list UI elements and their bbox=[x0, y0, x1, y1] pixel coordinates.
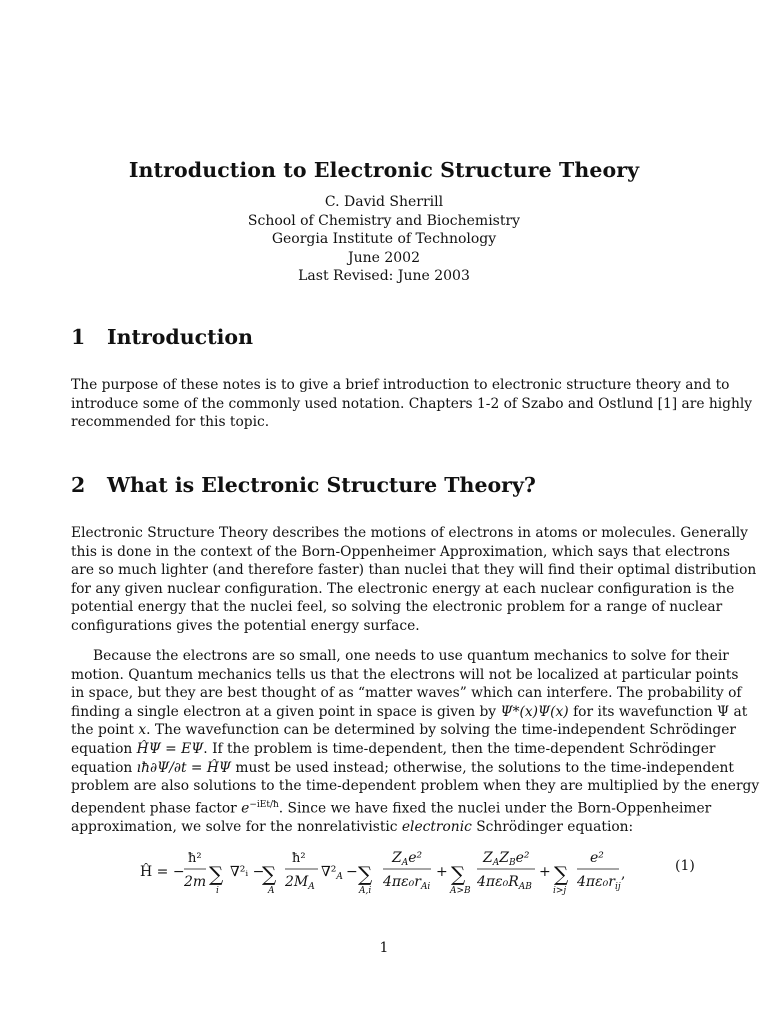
page-number: 1 bbox=[379, 940, 389, 956]
author: C. David Sherrill bbox=[324, 194, 444, 210]
hamiltonian-equation bbox=[140, 848, 700, 896]
eq-sub: i bbox=[216, 886, 219, 896]
eq-minus: − bbox=[346, 864, 358, 880]
text-line: this is done in the context of the Born-Oppenheimer Approximation, which says that electrons bbox=[71, 543, 730, 560]
text-run: finding a single electron at a given point in space is given by bbox=[71, 703, 501, 720]
eq-hbar2: ħ² bbox=[188, 851, 202, 866]
section-number: 1 bbox=[71, 325, 86, 349]
eq-numerator: $Z_AZ_Be^2$ bbox=[483, 850, 530, 868]
eq-sum: ∑ bbox=[358, 862, 373, 886]
text-line bbox=[71, 796, 712, 818]
text-line: recommended for this topic. bbox=[71, 414, 270, 431]
inline-math: e bbox=[241, 800, 250, 817]
eq-plus: + bbox=[539, 864, 551, 880]
text-line: for any given nuclear configuration. The electronic energy at each nuclear configuration is the bbox=[71, 580, 735, 597]
institution: Georgia Institute of Technology bbox=[271, 231, 497, 247]
text-run: . If the problem is time-dependent, then the time-dependent Schrödinger bbox=[203, 740, 716, 757]
paragraph-1 bbox=[71, 524, 757, 636]
revised-date: Last Revised: June 2003 bbox=[298, 268, 470, 284]
eq-sub: i>j bbox=[553, 886, 567, 896]
eq-comma: , bbox=[621, 866, 626, 882]
equation-number: (1) bbox=[675, 858, 695, 874]
emphasis: electronic bbox=[401, 818, 472, 835]
eq-numerator: e² bbox=[590, 850, 604, 866]
text-line: motion. Quantum mechanics tells us that the electrons will not be localized at particular points bbox=[71, 666, 739, 683]
text-run: Schrödinger equation: bbox=[471, 818, 634, 835]
eq-numerator: $Z_Ae^2$ bbox=[392, 850, 423, 868]
eq-denominator: $4\pi\varepsilon_0r_{Ai}$ bbox=[383, 874, 431, 892]
text-line: Electronic Structure Theory describes the motions of electrons in atoms or molecules. Generally bbox=[71, 525, 748, 541]
section-number: 2 bbox=[71, 473, 86, 497]
text-line: The purpose of these notes is to give a brief introduction to electronic structure theory and to bbox=[71, 377, 730, 393]
section-heading-1 bbox=[71, 325, 253, 349]
text-line bbox=[71, 721, 737, 740]
text-run: . The wavefunction can be determined by solving the time-independent Schrödinger bbox=[146, 722, 737, 739]
eq-plus: + bbox=[436, 864, 448, 880]
intro-paragraph bbox=[71, 376, 753, 432]
text-line bbox=[71, 759, 734, 778]
eq-sub: A>B bbox=[450, 886, 471, 896]
text-line bbox=[71, 818, 694, 837]
eq-denominator: $4\pi\varepsilon_0R_{AB}$ bbox=[477, 874, 532, 892]
eq-sum: ∑ bbox=[451, 862, 466, 886]
eq-sub: A bbox=[268, 886, 275, 896]
text-run: must be used instead; otherwise, the solutions to the time-independent bbox=[230, 759, 734, 776]
inline-math: x bbox=[138, 722, 147, 739]
text-line bbox=[71, 740, 716, 759]
inline-math: ĤΨ = EΨ bbox=[136, 740, 204, 757]
text-run: equation bbox=[71, 740, 137, 757]
paper-title: Introduction to Electronic Structure Theory bbox=[128, 158, 640, 182]
eq-sum: ∑ bbox=[554, 862, 569, 886]
date: June 2002 bbox=[347, 249, 420, 266]
text-run: the point bbox=[71, 722, 139, 739]
section-title: Introduction bbox=[107, 325, 253, 349]
affiliation: School of Chemistry and Biochemistry bbox=[247, 212, 521, 229]
eq-2m: 2m bbox=[184, 874, 207, 890]
text-line: problem are also solutions to the time-dependent problem when they are multiplied by the energy bbox=[71, 778, 760, 795]
paragraph-2 bbox=[71, 647, 760, 837]
text-run: equation bbox=[71, 759, 137, 776]
text-line: configurations gives the potential energy surface. bbox=[71, 617, 420, 634]
text-run: . Since we have fixed the nuclei under the Born-Oppenheimer bbox=[278, 800, 712, 817]
eq-sum: ∑ bbox=[262, 862, 277, 886]
eq-sum: ∑ bbox=[209, 862, 224, 886]
eq-2MA: $2M_A$ bbox=[285, 874, 315, 892]
inline-math: Ψ*(x)Ψ(x) bbox=[500, 703, 569, 720]
eq-laplacian-A: $\nabla^2_A$ bbox=[321, 864, 343, 882]
eq-denominator: $4\pi\varepsilon_0r_{ij}$ bbox=[577, 874, 621, 892]
eq-lhs: Ĥ = − bbox=[140, 864, 185, 880]
section-heading-2 bbox=[71, 473, 536, 497]
text-line: are so much lighter (and therefore faster) than nuclei that they will find their optimal distribution bbox=[71, 562, 757, 579]
text-run: approximation, we solve for the nonrelativistic bbox=[71, 818, 402, 835]
eq-hbar2: ħ² bbox=[292, 851, 306, 866]
section-title: What is Electronic Structure Theory? bbox=[107, 473, 536, 497]
text-line bbox=[71, 703, 748, 722]
eq-sub: A,i bbox=[359, 886, 372, 896]
text-line: potential energy that the nuclei feel, so solving the electronic problem for a range of nuclear bbox=[71, 599, 723, 616]
text-run: for its wavefunction Ψ at bbox=[568, 703, 748, 720]
text-run: dependent phase factor bbox=[71, 800, 242, 817]
text-line: in space, but they are best thought of as “matter waves” which can interfere. The probability of bbox=[71, 685, 742, 702]
inline-math: ıħ∂Ψ/∂t = ĤΨ bbox=[136, 759, 231, 776]
inline-math-superscript: −iEt/ħ bbox=[249, 799, 279, 810]
text-line: introduce some of the commonly used notation. Chapters 1-2 of Szabo and Ostlund [1] are highly bbox=[71, 395, 753, 412]
text-line: Because the electrons are so small, one needs to use quantum mechanics to solve for their bbox=[93, 648, 729, 664]
eq-laplacian-i: ∇²ᵢ − bbox=[230, 864, 265, 880]
